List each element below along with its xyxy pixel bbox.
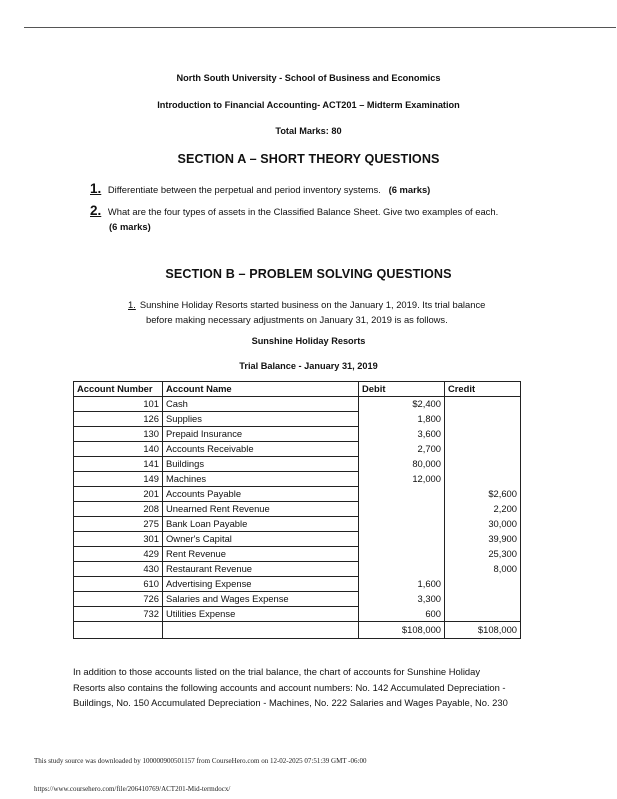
question-2-marks: (6 marks) <box>109 221 151 232</box>
table-row <box>74 457 521 472</box>
credit-cell: 25,300 <box>445 547 521 562</box>
account-number-cell: 301 <box>74 532 163 547</box>
credit-cell <box>445 457 521 472</box>
account-name-cell: Accounts Receivable <box>163 442 359 457</box>
account-number-cell: 208 <box>74 502 163 517</box>
credit-cell <box>445 442 521 457</box>
account-number-cell: 726 <box>74 592 163 607</box>
totals-empty-cell <box>74 622 163 639</box>
problem-1-intro <box>128 297 528 327</box>
table-body <box>74 397 521 639</box>
credit-cell <box>445 592 521 607</box>
account-name-cell: Cash <box>163 397 359 412</box>
table-row <box>74 532 521 547</box>
debit-cell <box>359 532 445 547</box>
debit-cell: 12,000 <box>359 472 445 487</box>
course-title: Introduction to Financial Accounting- ACT201 – Midterm Examination <box>157 100 460 110</box>
account-number-cell: 275 <box>74 517 163 532</box>
question-1-number: 1. <box>90 181 102 196</box>
table-row <box>74 562 521 577</box>
account-number-cell: 126 <box>74 412 163 427</box>
table-row <box>74 577 521 592</box>
credit-cell: 30,000 <box>445 517 521 532</box>
account-name-cell: Restaurant Revenue <box>163 562 359 577</box>
paragraph-line-1: In addition to those accounts listed on the trial balance, the chart of accounts for Sunshine Holiday <box>73 666 481 677</box>
debit-cell: 2,700 <box>359 442 445 457</box>
table-header-row <box>74 382 521 397</box>
account-number-cell: 201 <box>74 487 163 502</box>
company-name: Sunshine Holiday Resorts <box>251 336 366 346</box>
account-number-cell: 130 <box>74 427 163 442</box>
download-note: This study source was downloaded by 100000900501157 from CourseHero.com on 12-02-2025 07:51:39 GMT -06:00 <box>34 757 367 765</box>
section-a-title: SECTION A – SHORT THEORY QUESTIONS <box>177 152 440 166</box>
question-1-text: Differentiate between the perpetual and period inventory systems. <box>107 184 381 195</box>
account-name-cell: Machines <box>163 472 359 487</box>
debit-cell <box>359 547 445 562</box>
debit-cell: 1,600 <box>359 577 445 592</box>
debit-cell: 1,800 <box>359 412 445 427</box>
question-1 <box>90 181 560 196</box>
section-b-title: SECTION B – PROBLEM SOLVING QUESTIONS <box>165 267 452 281</box>
paragraph-line-3: Buildings, No. 150 Accumulated Depreciation - Machines, No. 222 Salaries and Wages Payable, No. 230 <box>73 697 508 708</box>
question-2 <box>90 203 560 218</box>
table-row <box>74 547 521 562</box>
account-name-cell: Unearned Rent Revenue <box>163 502 359 517</box>
account-number-cell: 149 <box>74 472 163 487</box>
problem-1-number: 1. <box>128 299 136 310</box>
header-credit: Credit <box>445 382 521 397</box>
table-row <box>74 487 521 502</box>
header-debit: Debit <box>359 382 445 397</box>
account-name-cell: Accounts Payable <box>163 487 359 502</box>
debit-cell: 3,300 <box>359 592 445 607</box>
table-row <box>74 592 521 607</box>
credit-cell <box>445 427 521 442</box>
trial-balance-table <box>73 381 521 639</box>
question-1-marks: (6 marks) <box>388 184 431 195</box>
debit-cell <box>359 517 445 532</box>
account-number-cell: 610 <box>74 577 163 592</box>
total-marks: Total Marks: 80 <box>275 126 342 136</box>
debit-cell <box>359 487 445 502</box>
credit-cell <box>445 412 521 427</box>
table-row <box>74 412 521 427</box>
account-name-cell: Owner's Capital <box>163 532 359 547</box>
credit-cell: 39,900 <box>445 532 521 547</box>
problem-1-line1: Sunshine Holiday Resorts started business on the January 1, 2019. Its trial balance <box>139 299 486 310</box>
table-row <box>74 517 521 532</box>
table-row <box>74 397 521 412</box>
totals-row <box>74 622 521 639</box>
table-row <box>74 442 521 457</box>
debit-cell: 600 <box>359 607 445 622</box>
credit-cell: 2,200 <box>445 502 521 517</box>
account-name-cell: Salaries and Wages Expense <box>163 592 359 607</box>
account-name-cell: Prepaid Insurance <box>163 427 359 442</box>
account-number-cell: 140 <box>74 442 163 457</box>
question-2-number: 2. <box>90 203 102 218</box>
problem-1-line2: before making necessary adjustments on January 31, 2019 is as follows. <box>146 314 448 325</box>
total-debit-cell: $108,000 <box>359 622 445 639</box>
account-number-cell: 101 <box>74 397 163 412</box>
table-row <box>74 472 521 487</box>
credit-cell <box>445 577 521 592</box>
table-row <box>74 502 521 517</box>
university-title: North South University - School of Business and Economics <box>176 73 441 83</box>
debit-cell: 3,600 <box>359 427 445 442</box>
top-rule <box>24 27 616 28</box>
chart-of-accounts-paragraph <box>73 664 553 711</box>
credit-cell: $2,600 <box>445 487 521 502</box>
debit-cell: 80,000 <box>359 457 445 472</box>
total-credit-cell: $108,000 <box>445 622 521 639</box>
credit-cell: 8,000 <box>445 562 521 577</box>
debit-cell <box>359 502 445 517</box>
table-row <box>74 607 521 622</box>
paragraph-line-2: Resorts also contains the following accounts and account numbers: No. 142 Accumulated Depreciation - <box>73 681 506 693</box>
account-name-cell: Utilities Expense <box>163 607 359 622</box>
totals-empty-cell <box>163 622 359 639</box>
table-row <box>74 427 521 442</box>
account-name-cell: Supplies <box>163 412 359 427</box>
credit-cell <box>445 472 521 487</box>
credit-cell <box>445 607 521 622</box>
account-name-cell: Buildings <box>163 457 359 472</box>
account-number-cell: 430 <box>74 562 163 577</box>
account-number-cell: 141 <box>74 457 163 472</box>
account-name-cell: Bank Loan Payable <box>163 517 359 532</box>
debit-cell: $2,400 <box>359 397 445 412</box>
question-2-text: What are the four types of assets in the Classified Balance Sheet. Give two examples of each. <box>107 206 499 217</box>
account-name-cell: Rent Revenue <box>163 547 359 562</box>
account-number-cell: 732 <box>74 607 163 622</box>
account-name-cell: Advertising Expense <box>163 577 359 592</box>
credit-cell <box>445 397 521 412</box>
source-url[interactable]: https://www.coursehero.com/file/206410769/ACT201-Mid-termdocx/ <box>34 785 231 793</box>
header-account-number: Account Number <box>74 382 163 397</box>
header-account-name: Account Name <box>163 382 359 397</box>
debit-cell <box>359 562 445 577</box>
statement-title: Trial Balance - January 31, 2019 <box>239 361 378 371</box>
account-number-cell: 429 <box>74 547 163 562</box>
